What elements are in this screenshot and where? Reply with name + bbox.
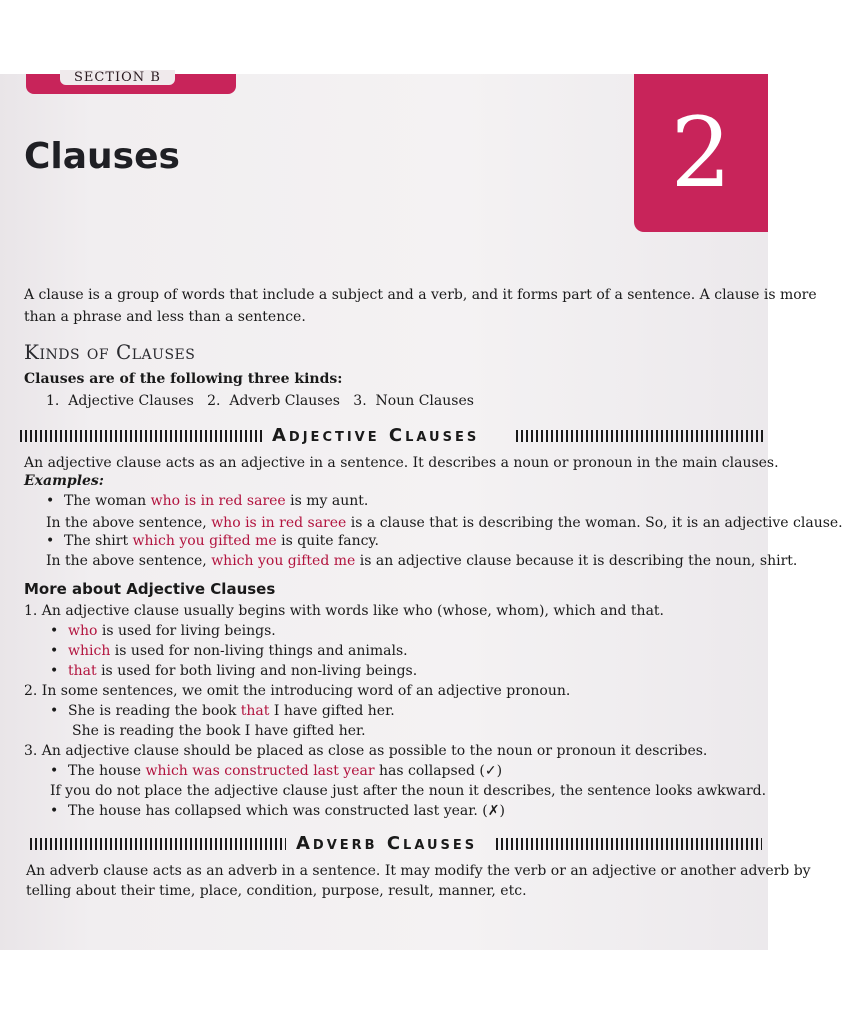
bullet-icon: • [50,663,59,679]
adjective-divider [20,426,764,448]
examples-label: Examples: [24,473,104,489]
point-3-bullet-2: • The house has collapsed which was constructed last year. (✗) [50,803,505,819]
page-title: Clauses [24,136,180,177]
example-1: • The woman who is in red saree is my aunt. [46,493,369,509]
intro-line-1: A clause is a group of words that include a subject and a verb, and it forms part of a sentence. A clause is more [24,287,817,303]
bullet-icon: • [50,703,59,719]
point-3-bullet-1: • The house which was constructed last year has collapsed (✓) [50,763,503,779]
section-label: SECTION B [60,70,175,85]
bullet-icon: • [50,643,59,659]
divider-bars-right [496,838,762,850]
example-2-explanation: In the above sentence, which you gifted me is an adjective clause because it is describing the noun, shirt. [46,553,798,569]
point-2-example: She is reading the book I have gifted her. [72,723,366,739]
divider-bars-left [30,838,286,850]
bullet-icon: • [46,533,55,549]
more-about-heading: More about Adjective Clauses [24,580,276,598]
point-1-bullet-1: • who is used for living beings. [50,623,276,639]
point-1-bullet-2: • which is used for non-living things and animals. [50,643,408,659]
section-tab [26,70,236,94]
kinds-heading: Kinds of Clauses [24,340,196,364]
bullet-icon: • [50,763,59,779]
divider-bars-left [20,430,264,442]
adverb-heading: Adverb Clauses [296,833,478,854]
adjective-heading: Adjective Clauses [272,425,480,446]
point-3-note: If you do not place the adjective clause just after the noun it describes, the sentence looks awkward. [50,783,767,799]
example-1-explanation: In the above sentence, who is in red saree is a clause that is describing the woman. So, it is an adjective clause. [46,515,843,531]
chapter-number-box: 2 [634,74,768,232]
bullet-icon: • [46,493,55,509]
point-1-bullet-3: • that is used for both living and non-living beings. [50,663,418,679]
point-2-bullet-1: • She is reading the book that I have gifted her. [50,703,395,719]
adjective-definition: An adjective clause acts as an adjective in a sentence. It describes a noun or pronoun in the main clauses. [24,455,779,471]
bullet-icon: • [50,623,59,639]
adverb-divider [20,834,764,856]
kinds-lead: Clauses are of the following three kinds: [24,371,343,387]
kinds-list: 1. Adjective Clauses 2. Adverb Clauses 3. Noun Clauses [46,393,474,409]
point-1: 1. An adjective clause usually begins with words like who (whose, whom), which and that. [24,603,664,619]
divider-bars-right [516,430,764,442]
adverb-line-1: An adverb clause acts as an adverb in a sentence. It may modify the verb or an adjective or another adverb by [26,863,811,879]
example-2: • The shirt which you gifted me is quite fancy. [46,533,379,549]
textbook-page [0,70,843,950]
adverb-line-2: telling about their time, place, condition, purpose, result, manner, etc. [26,883,527,899]
bullet-icon: • [50,803,59,819]
point-2: 2. In some sentences, we omit the introducing word of an adjective pronoun. [24,683,571,699]
point-3: 3. An adjective clause should be placed as close as possible to the noun or pronoun it describes. [24,743,708,759]
intro-line-2: than a phrase and less than a sentence. [24,309,306,325]
